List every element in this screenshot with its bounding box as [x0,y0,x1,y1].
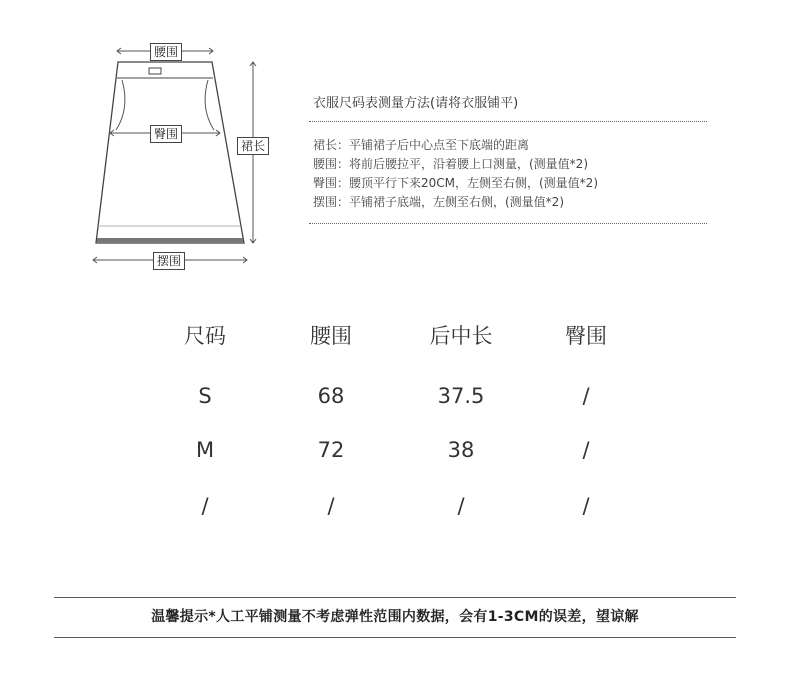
dotted-divider-bottom [309,223,707,224]
table-cell: / [582,494,590,518]
hip-label: 臀围 [150,125,182,143]
table-cell: S [198,384,212,408]
table-cell: 37.5 [437,384,485,408]
table-header-waist: 腰围 [310,324,352,348]
footer-note: 温馨提示*人工平铺测量不考虑弹性范围内数据，会有1-3CM的误差，望谅解 [151,609,639,625]
table-cell: 72 [317,438,345,462]
dotted-divider-top [309,121,707,122]
method-line-length: 裙长：平铺裙子后中心点至下底端的距离 [313,138,530,152]
method-line-hip: 臀围：腰顶平行下来20CM，左侧至右侧，(测量值*2) [313,176,599,190]
table-cell: / [201,494,209,518]
method-line-waist: 腰围：将前后腰拉平，沿着腰上口测量，(测量值*2) [313,157,588,171]
method-title: 衣服尺码表测量方法(请将衣服铺平) [313,96,519,111]
footer-rule-top [54,597,736,598]
table-cell: M [195,438,215,462]
table-cell: / [582,438,590,462]
table-cell: 68 [317,384,345,408]
table-cell: 38 [447,438,475,462]
table-header-back-length: 后中长 [429,324,493,348]
length-label: 裙长 [237,137,269,155]
footer-rule-bottom [54,637,736,638]
method-line-hem: 摆围：平铺裙子底端，左侧至右侧，(测量值*2) [313,195,564,209]
table-cell: / [457,494,465,518]
table-header-size: 尺码 [184,324,226,348]
skirt-diagram [0,0,300,290]
table-header-hip: 臀围 [565,324,607,348]
table-cell: / [327,494,335,518]
table-cell: / [582,384,590,408]
hem-label: 摆围 [153,252,185,270]
method-description [313,136,598,212]
waist-label: 腰围 [150,43,182,61]
